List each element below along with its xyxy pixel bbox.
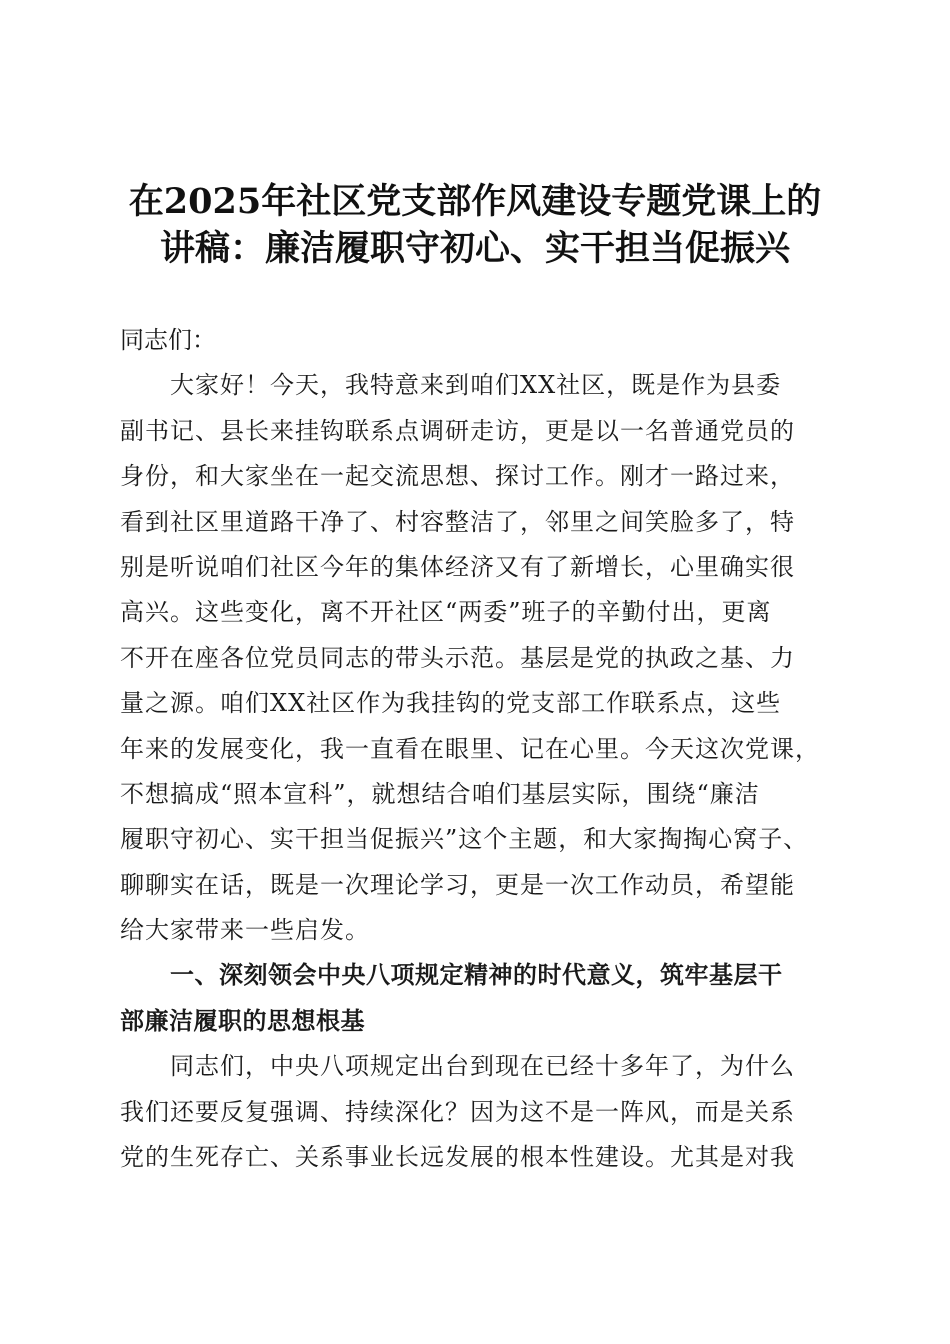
paragraph-line: 履职守初心、实干担当促振兴”这个主题，和大家掏掏心窝子、 (120, 825, 809, 854)
paragraph-line: 副书记、县长来挂钩联系点调研走访，更是以一名普通党员的 (120, 416, 795, 445)
paragraph-section-1 (120, 1044, 832, 1180)
title-line-2: 讲稿：廉洁履职守初心、实干担当促振兴 (159, 228, 790, 269)
title-line-1: 在2025年社区党支部作风建设专题党课上的 (128, 181, 822, 222)
paragraph-line: 年来的发展变化，我一直看在眼里、记在心里。今天这次党课， (120, 734, 820, 763)
paragraph-line: 高兴。这些变化，离不开社区“两委”班子的辛勤付出，更离 (120, 598, 772, 627)
heading-line: 部廉洁履职的思想根基 (120, 1006, 365, 1035)
heading-line: 一、深刻领会中央八项规定精神的时代意义，筑牢基层干 (170, 961, 783, 990)
paragraph-line: 看到社区里道路干净了、村容整洁了，邻里之间笑脸多了，特 (120, 507, 795, 536)
paragraph-line: 聊聊实在话，既是一次理论学习，更是一次工作动员，希望能 (120, 870, 795, 899)
paragraph-line: 不想搞成“照本宣科”，就想结合咱们基层实际，围绕“廉洁 (120, 779, 760, 808)
paragraph-line: 身份，和大家坐在一起交流思想、探讨工作。刚才一路过来， (120, 462, 795, 491)
paragraph-line: 我们还要反复强调、持续深化？因为这不是一阵风，而是关系 (120, 1097, 795, 1126)
document-body (120, 318, 832, 1180)
paragraph-line: 别是听说咱们社区今年的集体经济又有了新增长，心里确实很 (120, 552, 795, 581)
paragraph-opening (120, 363, 832, 953)
paragraph-line: 量之源。咱们XX社区作为我挂钩的党支部工作联系点，这些 (120, 689, 782, 718)
paragraph-line: 不开在座各位党员同志的带头示范。基层是党的执政之基、力 (120, 643, 795, 672)
section-heading-1 (120, 953, 832, 1044)
paragraph-line: 大家好！今天，我特意来到咱们XX社区，既是作为县委 (170, 371, 782, 400)
paragraph-line: 党的生死存亡、关系事业长远发展的根本性建设。尤其是对我 (120, 1143, 795, 1172)
paragraph-line: 同志们，中央八项规定出台到现在已经十多年了，为什么 (170, 1052, 795, 1081)
salutation: 同志们： (120, 326, 216, 354)
document-title (110, 178, 840, 272)
paragraph-line: 给大家带来一些启发。 (120, 916, 370, 945)
